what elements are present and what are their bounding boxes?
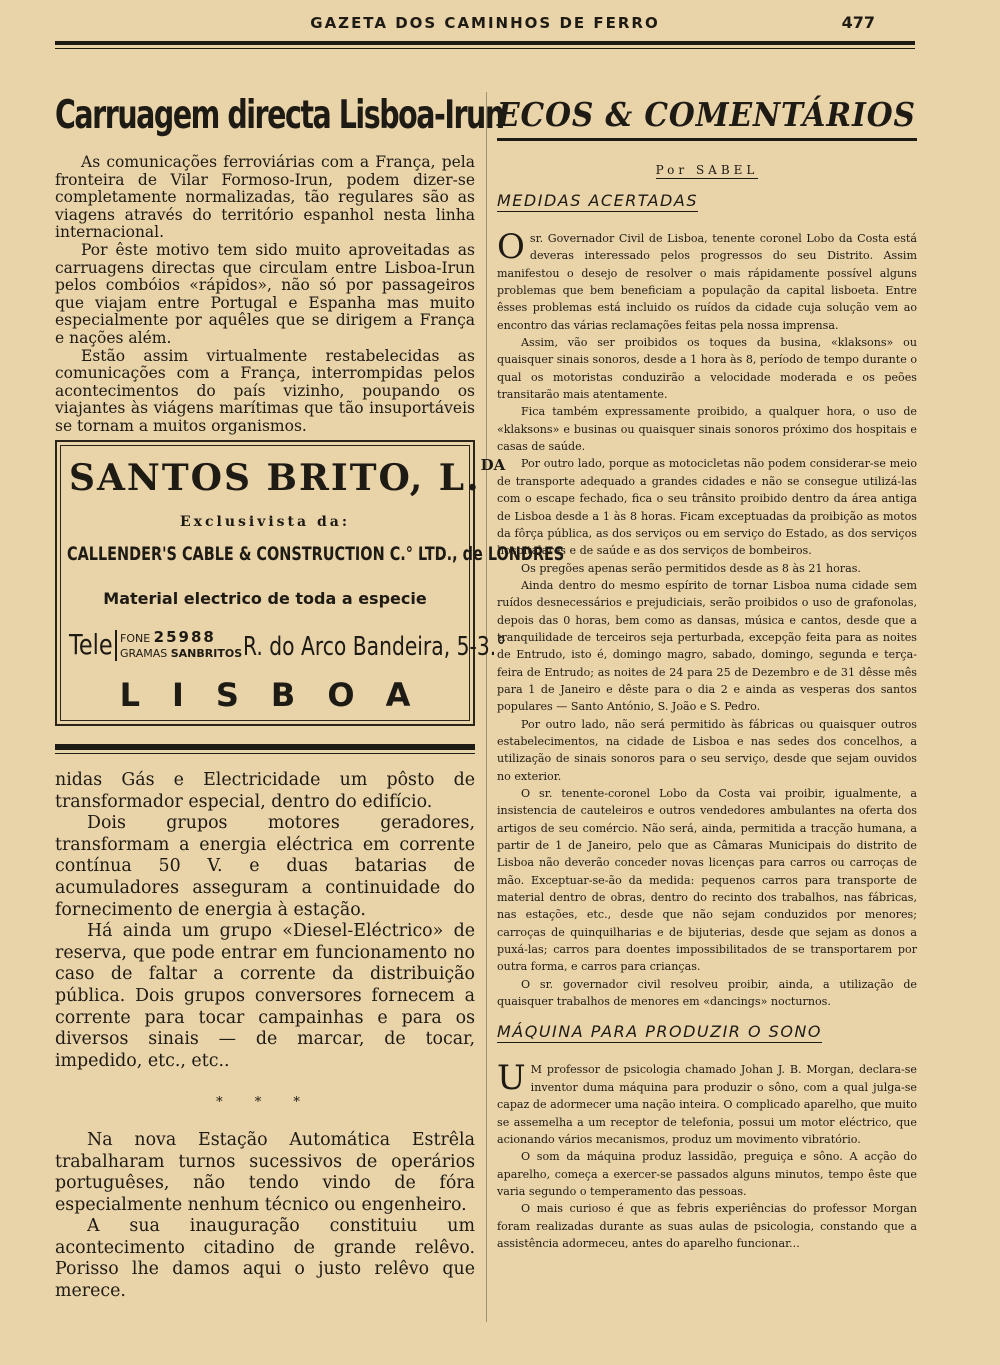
gramas-label: GRAMAS: [120, 647, 168, 660]
ad-separator-thin: [55, 753, 475, 754]
article-paragraph: O sr. governador civil resolveu proibir, ainda, a utilização de quaisquer trabalhos de menores em «dancings» nocturnos.: [497, 977, 917, 1009]
section-title: ECOS & COMENTÁRIOS: [497, 95, 916, 134]
ad-separator-thick: [55, 744, 475, 750]
right-column: [497, 92, 917, 1252]
firm-name-text: SANTOS BRITO, L.: [69, 457, 481, 499]
article-paragraph: Os pregões apenas serão permitidos desde as 8 às 21 horas.: [521, 561, 861, 575]
dropcap: O: [497, 227, 525, 267]
continuation-article: [55, 770, 475, 1303]
running-header: [55, 10, 915, 40]
continuation-paragraph: Há ainda um grupo «Diesel-Eléctrico» de reserva, que pode entrar em funcionamento no caso de faltar a corrente da distribuição pública. Dois grupos conversores fornecem a corrente para tocar campainhas e para os diversos sinais — de marcar, de tocar, impedido, etc., etc..: [55, 921, 475, 1071]
article-paragraph: O som da máquina produz lassidão, preguiça e sôno. A acção do aparelho, começa a exercer-se passados alguns minutos, tempo êste que varia segundo o temperamento das pessoas.: [497, 1150, 917, 1198]
byline: [497, 163, 917, 177]
continuation-paragraph: nidas Gás e Electricidade um pôsto de transformador especial, dentro do edifício.: [55, 770, 475, 812]
header-rule-thick: [55, 41, 915, 45]
column-divider: [486, 92, 487, 1322]
left-article-paragraph: As comunicações ferroviárias com a França, pela fronteira de Vilar Formoso-Irun, podem dizer-se completamente normalizadas, tão regulares são as viagens através do território espanhol nesta linha internacional.: [55, 153, 475, 242]
left-article-paragraph: Por êste motivo tem sido muito aproveitadas as carruagens directas que circulam entre Lisboa-Irun pelos combóios «rápidos», não só por passageiros que viajam entre Portugal e Espanha mas muito especialmente por aquêles que se dirigem a França e nações além.: [55, 240, 475, 347]
article-paragraph: Assim, vão ser proibidos os toques da busina, «klaksons» ou quaisquer sinais sonoros, desde a 1 hora às 8, período de tempo durante o qual os motoristas conduzirão a velocidade moderada e os peões transitarão mais atentamente.: [497, 336, 918, 402]
article-paragraph: Por outro lado, não será permitido às fábricas ou quaisquer outros estabelecimentos, na cidade de Lisboa e nas sedes dos concelhos, a utilização de sinais sonoros para o seu serviço, desde que sejam ouvidos no exterior.: [497, 717, 917, 783]
continuation-paragraph: Na nova Estação Automática Estrêla trabalharam turnos sucessivos de operários portuguêses, não tendo vindo de fóra especialmente nenhum técnico ou engenheiro.: [55, 1129, 475, 1215]
section-title-rule: [497, 138, 917, 141]
continuation-paragraph: Dois grupos motores geradores, transformam a energia eléctrica em corrente contínua 50 V. e duas batarias de acumuladores asseguram a continuidade do fornecimento de energia à estação.: [55, 813, 475, 920]
advertisement-product: Material electrico de toda a especie: [103, 589, 427, 608]
article-paragraph: [497, 1058, 918, 1148]
advertisement-contacts: [115, 630, 242, 661]
gramas-value: SANBRITOS: [170, 647, 243, 660]
article-maquina: [497, 1022, 917, 1252]
header-rule-thin: [55, 48, 915, 49]
article-paragraph: Por outro lado, porque as motocicletas não podem considerar-se meio de transporte adequado a grandes cidades e não se consegue utilizá-las com o escape fechado, fica o seu trânsito proibido dentro da área antiga de Lisboa desde a 1 às 8 horas. Ficam exceptuadas da proibição as motos da fôrça pública, as dos serviços ou em serviço do Estado, as dos serviços hospitalares e de saúde e as dos serviços de bombeiros.: [497, 457, 917, 558]
article-paragraph-text: M professor de psicologia chamado Johan J. B. Morgan, declara-se inventor duma máquina para produzir o sôno, com a qual julga-se capaz de adormecer uma nação inteira. O complicado aparelho, que muito se assemelha a um receptor de telefonia, possui um motor eléctrico, que acionando vários mecanismos, produz um movimento vibratório.: [497, 1063, 918, 1146]
byline-text: Por SABEL: [655, 163, 759, 177]
dropcap: U: [497, 1058, 526, 1099]
section-separator-stars: * * *: [216, 1095, 314, 1111]
article-paragraph: Ainda dentro do mesmo espírito de tornar Lisboa numa cidade sem ruídos desnecessários e prejudiciais, serão proibidos o uso de grafonolas, depois das 0 horas, bem como as dansas, música e cantos, desde que a tranquilidade de terceiros seja perturbada, excepção feita para as noites de Entrudo, isto é, domingo magro, sabado, domingo, segunda e terça-feira de Entrudo; as noites de 24 para 25 de Dezembro e de 31 dêsse mês para 1 de Janeiro e dêste para o dia 2 e ainda as vesperas dos santos populares — Santo António, S. João e S. Pedro.: [497, 578, 917, 714]
continuation-paragraph: A sua inauguração constituiu um acontecimento citadino de grande relêvo. Porisso lhe damos aqui o justo relêvo que merece.: [55, 1216, 475, 1302]
left-article-paragraph: Estão assim virtualmente restabelecidas as comunicações com a França, interrompidas pelos acontecimentos do país vizinho, poupando os viajantes às viágens marítimas que tão insuportáveis se tornam a muitos organismos.: [55, 346, 475, 435]
left-article-title: Carruagem directa Lisboa-Irun: [55, 93, 504, 138]
page-number: 477: [841, 13, 875, 32]
advertisement-address: R. do Arco Bandeira, 5-3.°: [243, 632, 507, 662]
article-paragraph: O sr. tenente-coronel Lobo da Costa vai proibir, igualmente, a insistencia de cauteleiros e outros vendedores ambulantes na oferta dos artigos de seu comércio. Não será, ainda, permitida a tracção humana, a partir de 1 de Janeiro, pelo que as Câmaras Municipais do distrito de Lisboa não deverão conceder novas licenças para carros ou carroças de mão. Exceptuar-se-ão da medida: pequenos carros para transporte de material dentro de obras, dentro do recinto dos trabalhos, nas fábricas, nas estações, etc., desde que não sejam conduzidos por menores; carroças de quinquilharias e de bijuterias, desde que sejam as donos a puxá-las; carros para doentes impossibilitados de se transportarem por outra forma, e carros para crianças.: [497, 787, 917, 974]
article-heading: MEDIDAS ACERTADAS: [497, 191, 698, 210]
advertisement-gramas: [120, 646, 242, 661]
article-body: [497, 227, 918, 1010]
fone-number: 25988: [153, 628, 216, 646]
advertisement-firm-name: [69, 456, 506, 499]
article-paragraph: O mais curioso é que as febris experiências do professor Morgan foram realizadas durante as suas aulas de psicologia, constando que a assistência adormeceu, antes do aparelho funcionar...: [497, 1202, 917, 1250]
firm-suffix: DA: [480, 456, 506, 474]
advertisement-company: CALLENDER'S CABLE & CONSTRUCTION C.° LTD., de LONDRES: [67, 543, 565, 565]
advertisement-city: LISBOA: [119, 676, 443, 714]
article-paragraph: [497, 227, 917, 334]
running-title: GAZETA DOS CAMINHOS DE FERRO: [310, 14, 660, 32]
advertisement-fone: [120, 630, 242, 646]
left-article: [55, 92, 504, 436]
advertisement-exclusive: Exclusivista da:: [179, 514, 350, 530]
advertisement-tele-prefix: Tele: [69, 628, 113, 661]
article-medidas: [497, 191, 917, 1010]
fone-label: FONE: [120, 632, 151, 645]
advertisement-box: [55, 440, 565, 726]
left-article-body: [55, 154, 475, 436]
article-paragraph: Fica também expressamente proibido, a qualquer hora, o uso de «klaksons» e businas ou quaisquer sinais sonoros próximo dos hospitais e casas de saúde.: [497, 405, 917, 454]
article-paragraph-text: sr. Governador Civil de Lisboa, tenente coronel Lobo da Costa está deveras interessado pelos progressos do seu Distrito. Assim manifestou o desejo de resolver o mais rápidamente possível alguns problemas que bem beneficiam a população da capital lisboeta. Entre êsses problemas está incluido os ruídos da cidade cuja solução vem ao encontro das várias reclamações feitas pela nossa imprensa.: [497, 232, 917, 332]
article-heading: MÁQUINA PARA PRODUZIR O SONO: [497, 1022, 822, 1042]
article-body: [497, 1058, 918, 1252]
